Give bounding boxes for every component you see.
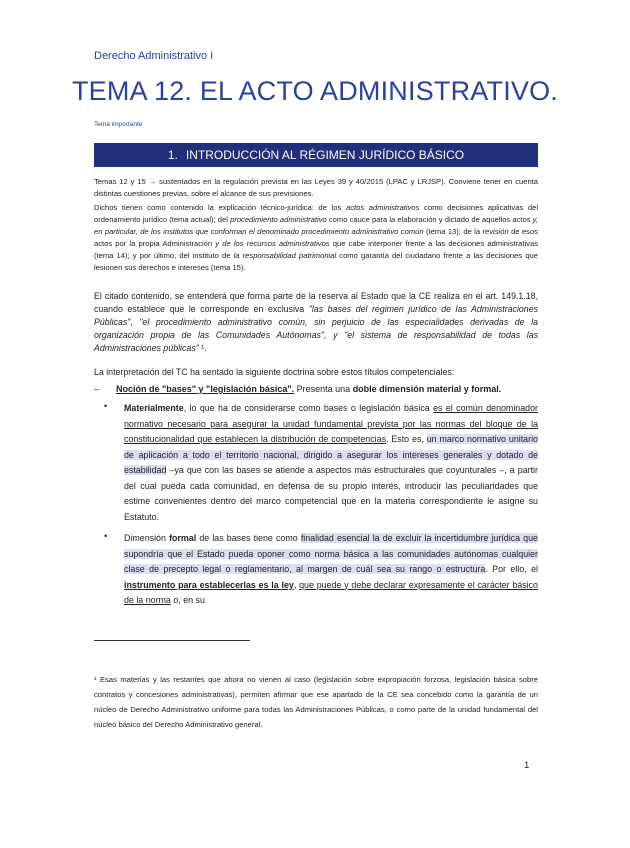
dash-marker: – bbox=[94, 384, 100, 394]
footnote: ¹ Esas materias y las restantes que ahora no vienen al caso (legislación sobre expropiación forzosa, legislación básica sobre contratos y concesiones administrativas), permiten afirmar que ese apartado de la CE sea concebido como la garantía de un núcleo de Derecho Administrativo uniforme para todas las Administraciones Públicas, o como parte de la unidad fundamental del núcleo básico del Derecho Administrativo general. bbox=[94, 675, 538, 729]
bullet-material bbox=[124, 401, 538, 525]
text-span: instrumento para establecerlas es la ley bbox=[124, 579, 294, 590]
paragraph-doctrine: La interpretación del TC ha sentado la siguiente doctrina sobre estos títulos competenciales: bbox=[94, 367, 455, 377]
text-span: como garantía del ciudadano frente a las decisiones que lesionen sus derechos e intereses (tema 15). bbox=[94, 251, 538, 272]
text-span: que puede y debe declarar expresamente el carácter básico de la norma bbox=[124, 579, 538, 605]
bullet-icon: • bbox=[104, 531, 108, 541]
text-span: la responsabilidad patrimonial bbox=[233, 251, 337, 260]
text-span: , lo que ha de considerarse como bases o legislación básica bbox=[183, 403, 434, 413]
text-span: , bbox=[293, 579, 300, 590]
text-span: doble dimensión material y formal. bbox=[352, 384, 502, 394]
bullet-title: Materialmente bbox=[124, 403, 184, 413]
importance-tag: Tema importante bbox=[94, 121, 143, 128]
text-span: es el común denominador normativo necesario para asegurar la unidad fundamental prevista por las normas del bloque de la constitucionalidad que establecen la distribución de competencias bbox=[124, 403, 538, 444]
footnote-reference[interactable]: ¹. bbox=[198, 343, 207, 353]
text-span: como cauce para la elaboración y dictado de aquellos actos bbox=[326, 215, 533, 224]
dash-item-label: Noción de "bases" y "legislación básica". bbox=[116, 384, 295, 394]
text-span: revisión bbox=[482, 227, 509, 236]
highlighted-text: finalidad esencial la de excluir la incertidumbre jurídica que supondría que el Estado pueda oponer como norma básica a las comunidades autónomas cualquier clase de precepto legal o reglamentario, al margen de cuál sea su rango o estructura bbox=[124, 533, 538, 574]
bullet-title: formal bbox=[169, 533, 197, 543]
text-span: . Por ello, el bbox=[485, 564, 538, 574]
page-title: TEMA 12. EL ACTO ADMINISTRATIVO. bbox=[71, 76, 559, 106]
text-span: Presenta una bbox=[294, 384, 353, 394]
section-heading bbox=[94, 143, 538, 167]
text-span: El citado contenido, se entenderá que forma parte de la reserva al Estado que la CE realiza en el art. 149.1.18, cuando establece que le corresponde en exclusiva bbox=[94, 291, 538, 314]
text-span: . Esto es, bbox=[386, 434, 427, 444]
paragraph-contents bbox=[94, 202, 538, 274]
bullet-icon: • bbox=[104, 401, 108, 411]
text-span: actos administrativos bbox=[345, 203, 420, 212]
text-span: procedimiento administrativo bbox=[230, 215, 327, 224]
text-span: como decisiones aplicativas del ordenamiento jurídico (tema actual); del bbox=[94, 203, 539, 224]
highlighted-text: un marco normativo unitario de aplicación a todo el territorio nacional, dirigido a asegurar los intereses generales y dotado de estabilidad bbox=[124, 434, 538, 475]
text-span: de esos actos por la propia Administración bbox=[94, 227, 538, 248]
footnote-divider bbox=[94, 640, 250, 641]
text-span: y, en particular, de los institutos que conforman el denominado procedimiento administrativo común bbox=[94, 215, 538, 236]
text-span: de las bases tiene como bbox=[196, 533, 301, 543]
text-span: (tema 13); de la bbox=[423, 227, 483, 236]
text-span: Dichos tienen como contenido la explicación técnico-jurídica: de los bbox=[94, 203, 346, 212]
bullet-formal bbox=[124, 531, 538, 609]
paragraph-intro: Temas 12 y 15 → sustentados en la regulación prevista en las Leyes 39 y 40/2015 (LPAC y LRJSP). Conviene tener en cuenta distintas cuestiones previas, sobre el alcance de sus previsiones. bbox=[94, 177, 538, 198]
text-span: –ya que con las bases se atiende a aspectos más estructurales que coyunturales –, a partir del cual pueda cada comunidad, en defensa de su propio interés, introducir las peculiaridades que estime convenientes dentro del marco competencial que en la materia correspondiente le asigne su Estatuto. bbox=[124, 465, 538, 522]
section-title: INTRODUCCIÓN AL RÉGIMEN JURÍDICO BÁSICO bbox=[185, 148, 465, 162]
text-span: o, en su bbox=[170, 595, 205, 605]
running-header: Derecho Administrativo I bbox=[94, 50, 214, 62]
page-number: 1 bbox=[524, 760, 530, 771]
text-span: "las bases del régimen jurídico de las Administraciones Públicas", "el procedimiento administrativo común, sin perjuicio de las especialidades derivadas de la organización propia de las Comunidades Autónomas", y "el sistema de responsabilidad de todas las Administraciones públicas" bbox=[94, 304, 538, 353]
text-span: Dimensión bbox=[124, 533, 170, 543]
section-number: 1. bbox=[167, 148, 178, 162]
dash-list-item bbox=[94, 384, 538, 394]
paragraph-reserve bbox=[94, 290, 538, 355]
text-span: que cabe interponer frente a las decisiones administrativas (tema 14); y por último, del instituto de bbox=[94, 239, 538, 260]
text-span: y de los recursos administrativos bbox=[215, 239, 330, 248]
